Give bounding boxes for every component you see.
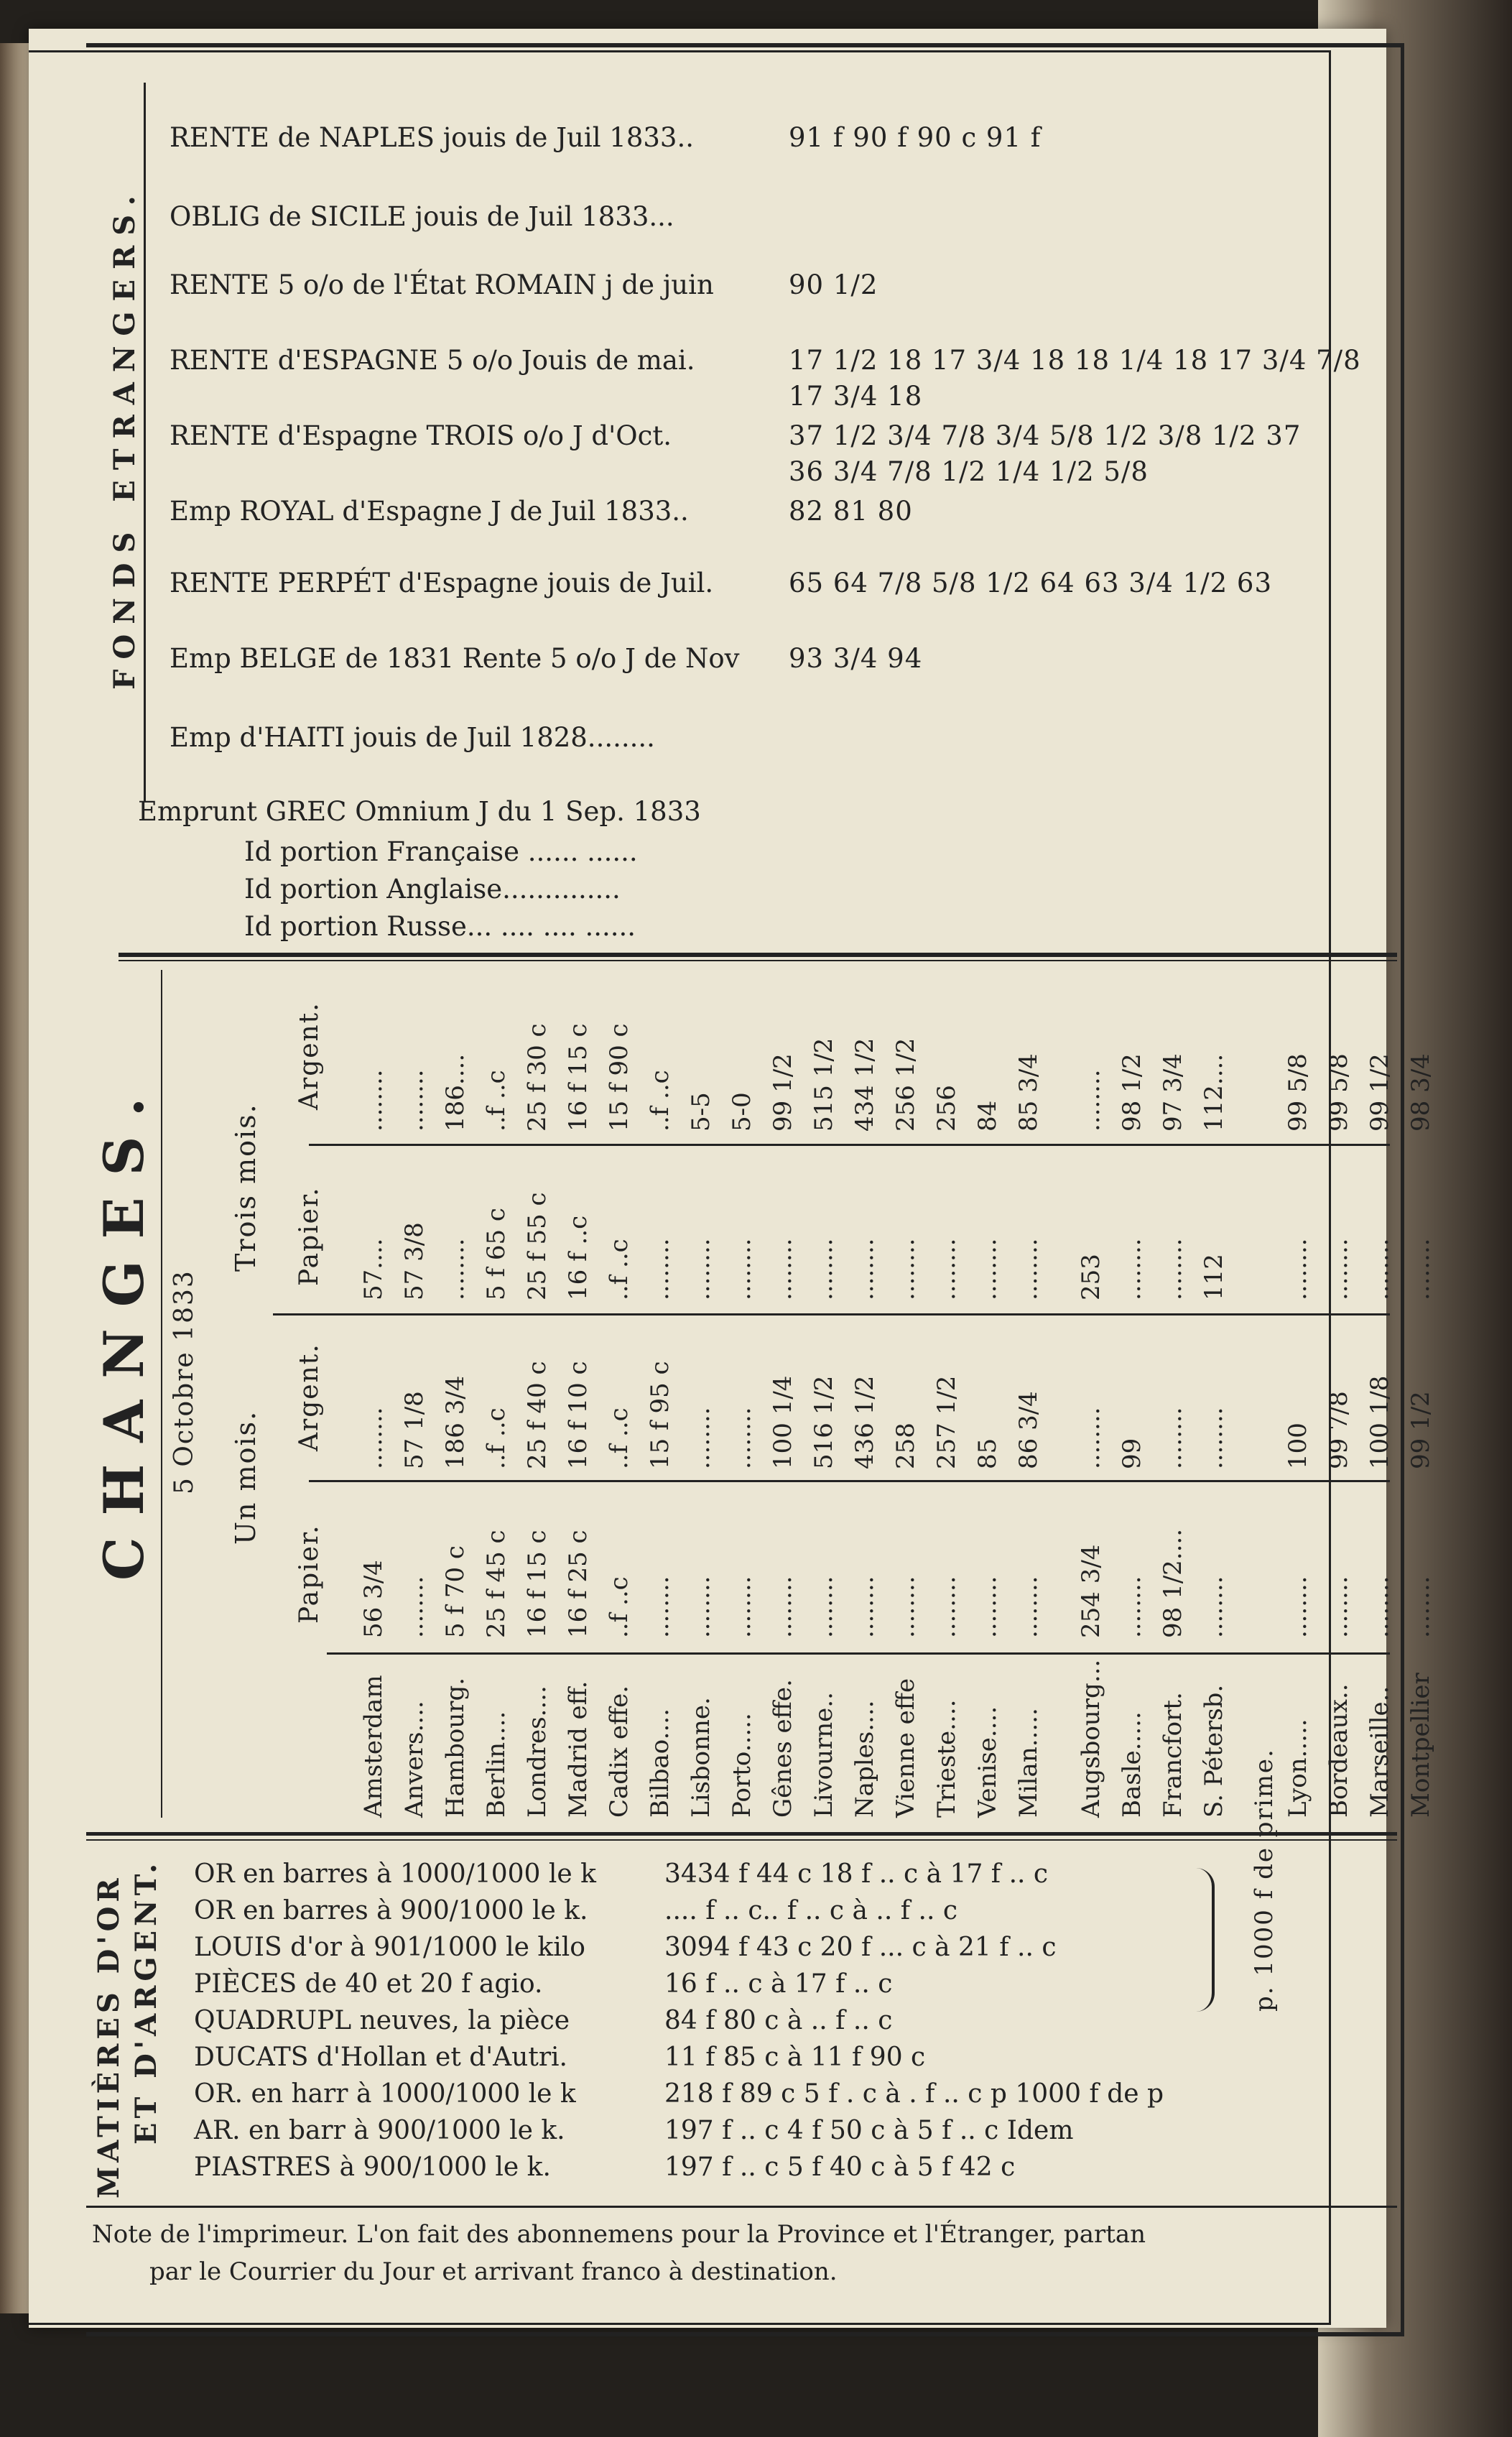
un-papier-cell: ........ <box>810 1576 838 1638</box>
matieres-value: 197 f .. c 5 f 40 c à 5 f 42 c <box>664 2152 1016 2182</box>
city-label: Bordeaux.. <box>1325 1683 1353 1818</box>
trois-argent-cell: ........ <box>359 1069 388 1132</box>
trois-papier-cell: 253 <box>1077 1254 1105 1300</box>
trois-argent-cell: 16 f 15 c <box>564 1023 593 1132</box>
un-papier-cell: 98 1/2.... <box>1159 1528 1187 1638</box>
fonds-value: 82 81 80 <box>789 496 913 527</box>
city-label: Francfort. <box>1159 1692 1187 1818</box>
fonds-value: 93 3/4 94 <box>789 643 923 674</box>
trois-argent-cell: ........ <box>400 1069 429 1132</box>
matieres-label: OR en barres à 900/1000 le k. <box>194 1896 588 1925</box>
un-papier-cell: 5 f 70 c <box>441 1545 470 1638</box>
fonds-value: 17 1/2 18 17 3/4 18 18 1/4 18 17 3/4 7/8 <box>789 345 1361 376</box>
printer-note <box>92 2216 1385 2290</box>
city-label: Venise.... <box>973 1706 1002 1818</box>
matieres-value: 218 f 89 c 5 f . c à . f .. c p 1000 f de p <box>664 2079 1164 2109</box>
un-argent-cell: 99 <box>1118 1438 1146 1469</box>
fonds-value: 36 3/4 7/8 1/2 1/4 1/2 5/8 <box>789 456 1149 487</box>
changes-heading: CHANGES. <box>92 1076 156 1581</box>
trois-papier-cell: ........ <box>441 1238 470 1300</box>
trois-papier-cell: ........ <box>1406 1238 1435 1300</box>
trois-papier-cell: 57.... <box>359 1238 388 1300</box>
un-papier-cell: 254 3/4 <box>1077 1544 1105 1638</box>
fonds-value: 91 f 90 f 90 c 91 f <box>789 122 1042 153</box>
grec-line: Id portion Anglaise.............. <box>244 874 621 905</box>
trois-argent-cell: ..f ..c <box>646 1070 674 1132</box>
un-papier-cell: ........ <box>891 1576 920 1638</box>
brace-note: p. 1000 f de prime. <box>1250 1748 1279 2012</box>
fonds-value: 65 64 7/8 5/8 1/2 64 63 3/4 1/2 63 <box>789 568 1272 598</box>
note-line: par le Courrier du Jour et arrivant franco à destination. <box>149 2257 838 2286</box>
un-argent-cell: 85 <box>973 1438 1002 1469</box>
un-papier-cell: ..f ..c <box>605 1576 634 1638</box>
trois-argent-cell: 112.... <box>1200 1053 1228 1132</box>
fonds-label: OBLIG de SICILE jouis de Juil 1833... <box>170 201 674 232</box>
un-argent-cell: ........ <box>687 1407 715 1469</box>
matieres-label: LOUIS d'or à 901/1000 le kilo <box>194 1933 585 1962</box>
fonds-label: RENTE PERPÉT d'Espagne jouis de Juil. <box>170 568 714 598</box>
divider <box>119 960 1397 961</box>
trois-argent-cell: 5-5 <box>687 1092 715 1132</box>
un-argent-cell: ........ <box>728 1407 756 1469</box>
un-papier-cell: ........ <box>973 1576 1002 1638</box>
matieres-label: PIASTRES à 900/1000 le k. <box>194 2152 551 2182</box>
un-papier-cell: ........ <box>1365 1576 1394 1638</box>
trois-argent-cell: 25 f 30 c <box>523 1023 552 1132</box>
trois-argent-cell: 97 3/4 <box>1159 1053 1187 1132</box>
fonds-label: RENTE d'ESPAGNE 5 o/o Jouis de mai. <box>170 345 695 376</box>
un-argent-cell: ........ <box>1200 1407 1228 1469</box>
matieres-label: DUCATS d'Hollan et d'Autri. <box>194 2043 567 2072</box>
un-papier-cell: ........ <box>932 1576 961 1638</box>
fonds-value: 17 3/4 18 <box>789 381 923 412</box>
city-label: Cadix effe. <box>605 1685 634 1818</box>
city-label: Naples.... <box>850 1700 879 1818</box>
divider <box>119 953 1397 957</box>
city-label: Vienne effe <box>891 1678 920 1818</box>
city-label: Bilbao.... <box>646 1708 674 1818</box>
un-argent-cell: 516 1/2 <box>810 1375 838 1469</box>
matieres-label: QUADRUPL neuves, la pièce <box>194 2006 570 2035</box>
fonds-label: RENTE de NAPLES jouis de Juil 1833.. <box>170 122 694 153</box>
trois-mois-label: Trois mois. <box>230 1103 261 1272</box>
trois-papier-cell: ........ <box>769 1238 797 1300</box>
un-argent-cell: 258 <box>891 1423 920 1469</box>
grec-line: Id portion Française ...... ...... <box>244 836 638 867</box>
un-argent-cell: ..f ..c <box>482 1407 511 1469</box>
trois-argent-cell: 186.... <box>441 1053 470 1132</box>
argent-label: Argent. <box>294 1343 324 1451</box>
trois-argent-cell: 85 3/4 <box>1014 1053 1043 1132</box>
trois-papier-cell: ........ <box>1365 1238 1394 1300</box>
trois-argent-cell: ..f ..c <box>482 1070 511 1132</box>
matieres-value: 16 f .. c à 17 f .. c <box>664 1969 893 1999</box>
trois-papier-cell: 57 3/8 <box>400 1222 429 1300</box>
divider <box>86 2206 1397 2208</box>
trois-argent-cell: 98 1/2 <box>1118 1053 1146 1132</box>
un-papier-cell: ........ <box>687 1576 715 1638</box>
trois-papier-cell: ........ <box>687 1238 715 1300</box>
city-label: Londres.... <box>523 1685 552 1818</box>
city-label: Gênes effe. <box>769 1679 797 1818</box>
matieres-heading: ET D'ARGENT. <box>129 1859 163 2145</box>
trois-argent-cell: 256 1/2 <box>891 1037 920 1132</box>
un-argent-cell: 100 1/4 <box>769 1375 797 1469</box>
trois-argent-cell: 84 <box>973 1100 1002 1132</box>
city-label: Livourne.. <box>810 1692 838 1818</box>
un-papier-cell: ........ <box>1406 1576 1435 1638</box>
un-argent-cell: 25 f 40 c <box>523 1361 552 1469</box>
city-label: Lyon..... <box>1284 1719 1312 1818</box>
un-papier-cell: ........ <box>769 1576 797 1638</box>
fonds-heading: FONDS ETRANGERS. <box>108 185 142 690</box>
trois-argent-cell: 5-0 <box>728 1092 756 1132</box>
brace <box>1196 1868 1215 2012</box>
un-papier-cell: ........ <box>646 1576 674 1638</box>
trois-argent-cell: 99 5/8 <box>1325 1053 1353 1132</box>
divider <box>327 1652 1390 1655</box>
trois-papier-cell: 25 f 55 c <box>523 1192 552 1300</box>
un-argent-cell: 257 1/2 <box>932 1375 961 1469</box>
un-argent-cell: 100 <box>1284 1423 1312 1469</box>
city-label: S. Pétersb. <box>1200 1684 1228 1818</box>
matieres-value: 84 f 80 c à .. f .. c <box>664 2006 893 2035</box>
un-argent-cell: ........ <box>1077 1407 1105 1469</box>
divider <box>86 1839 1397 1841</box>
trois-papier-cell: ........ <box>1325 1238 1353 1300</box>
matieres-label: PIÈCES de 40 et 20 f agio. <box>194 1969 543 1999</box>
city-label: Madrid eff. <box>564 1680 593 1818</box>
trois-papier-cell: ........ <box>932 1238 961 1300</box>
fonds-label: RENTE 5 o/o de l'État ROMAIN j de juin <box>170 269 714 300</box>
trois-papier-cell: ........ <box>1159 1238 1187 1300</box>
divider <box>309 1480 1390 1482</box>
un-argent-cell: 99 1/2 <box>1406 1391 1435 1469</box>
fonds-label: RENTE d'Espagne TROIS o/o J d'Oct. <box>170 420 672 451</box>
city-label: Augsbourg... <box>1077 1659 1105 1818</box>
matieres-value: 3434 f 44 c 18 f .. c à 17 f .. c <box>664 1859 1049 1889</box>
matieres-label: OR en barres à 1000/1000 le k <box>194 1859 596 1889</box>
un-papier-cell: ........ <box>850 1576 879 1638</box>
un-argent-cell: 186 3/4 <box>441 1375 470 1469</box>
un-argent-cell: ........ <box>1159 1407 1187 1469</box>
un-argent-cell: ..f ..c <box>605 1407 634 1469</box>
matieres-label: AR. en barr à 900/1000 le k. <box>194 2116 565 2145</box>
un-papier-cell: ........ <box>728 1576 756 1638</box>
trois-papier-cell: 5 f 65 c <box>482 1208 511 1300</box>
trois-papier-cell: 16 f ..c <box>564 1215 593 1300</box>
trois-argent-cell: 515 1/2 <box>810 1037 838 1132</box>
matieres-heading: MATIÈRES D'OR <box>92 1874 126 2198</box>
un-argent-cell: 15 f 95 c <box>646 1361 674 1469</box>
papier-label: Papier. <box>294 1524 324 1624</box>
fonds-label: Emp ROYAL d'Espagne J de Juil 1833.. <box>170 496 689 527</box>
city-label: Hambourg. <box>441 1677 470 1818</box>
grec-line: Id portion Russe... .... .... ...... <box>244 911 636 942</box>
un-argent-cell: 16 f 10 c <box>564 1361 593 1469</box>
trois-papier-cell: ........ <box>850 1238 879 1300</box>
city-label: Anvers.... <box>400 1701 429 1818</box>
trois-papier-cell: ........ <box>810 1238 838 1300</box>
un-argent-cell: 100 1/8 <box>1365 1375 1394 1469</box>
city-label: Lisbonne. <box>687 1697 715 1818</box>
argent-label: Argent. <box>294 1002 324 1110</box>
city-label: Marseille.. <box>1365 1685 1394 1818</box>
trois-papier-cell: ........ <box>1284 1238 1312 1300</box>
trois-argent-cell: 15 f 90 c <box>605 1023 634 1132</box>
matieres-label: OR. en harr à 1000/1000 le k <box>194 2079 576 2109</box>
un-argent-cell: ........ <box>359 1407 388 1469</box>
trois-papier-cell: ........ <box>646 1238 674 1300</box>
fonds-value: 37 1/2 3/4 7/8 3/4 5/8 1/2 3/8 1/2 37 <box>789 420 1302 451</box>
divider <box>86 1832 1397 1836</box>
matieres-value: .... f .. c.. f .. c à .. f .. c <box>664 1896 958 1925</box>
un-argent-cell: 57 1/8 <box>400 1391 429 1469</box>
un-mois-label: Un mois. <box>230 1410 261 1545</box>
changes-date: 5 Octobre 1833 <box>170 1270 199 1494</box>
un-papier-cell: 25 f 45 c <box>482 1530 511 1638</box>
trois-argent-cell: 434 1/2 <box>850 1037 879 1132</box>
un-papier-cell: 16 f 15 c <box>523 1530 552 1638</box>
un-papier-cell: 56 3/4 <box>359 1560 388 1638</box>
un-papier-cell: ........ <box>1325 1576 1353 1638</box>
trois-argent-cell: 99 1/2 <box>769 1053 797 1132</box>
trois-argent-cell: 99 5/8 <box>1284 1053 1312 1132</box>
fonds-value: 90 1/2 <box>789 269 878 300</box>
city-label: Berlin.... <box>482 1711 511 1818</box>
trois-argent-cell: 98 3/4 <box>1406 1053 1435 1132</box>
un-argent-cell: 86 3/4 <box>1014 1391 1043 1469</box>
trois-papier-cell: ........ <box>973 1238 1002 1300</box>
divider <box>273 1313 1390 1315</box>
un-papier-cell: ........ <box>1118 1576 1146 1638</box>
trois-papier-cell: 112 <box>1200 1254 1228 1300</box>
un-argent-cell: 99 7/8 <box>1325 1391 1353 1469</box>
city-label: Basle..... <box>1118 1711 1146 1818</box>
trois-argent-cell: 99 1/2 <box>1365 1053 1394 1132</box>
trois-papier-cell: ........ <box>891 1238 920 1300</box>
note-line: Note de l'imprimeur. L'on fait des abonnemens pour la Province et l'Étranger, partan <box>92 2220 1146 2249</box>
trois-papier-cell: ........ <box>1118 1238 1146 1300</box>
changes-rule <box>161 970 162 1818</box>
un-papier-cell: 16 f 25 c <box>564 1530 593 1638</box>
trois-papier-cell: ........ <box>1014 1238 1043 1300</box>
trois-papier-cell: ........ <box>728 1238 756 1300</box>
un-papier-cell: ........ <box>1284 1576 1312 1638</box>
city-label: Trieste.... <box>932 1699 961 1818</box>
un-papier-cell: ........ <box>1014 1576 1043 1638</box>
un-papier-cell: ........ <box>400 1576 429 1638</box>
city-label: Porto..... <box>728 1713 756 1818</box>
trois-argent-cell: 256 <box>932 1085 961 1132</box>
trois-papier-cell: ..f ..c <box>605 1239 634 1300</box>
matieres-value: 197 f .. c 4 f 50 c à 5 f .. c Idem <box>664 2116 1074 2145</box>
city-label: Milan..... <box>1014 1708 1043 1818</box>
fonds-rule <box>144 83 146 801</box>
city-label: Amsterdam <box>359 1675 388 1818</box>
grec-title: Emprunt GREC Omnium J du 1 Sep. 1833 <box>138 796 701 827</box>
fonds-label: Emp d'HAITI jouis de Juil 1828........ <box>170 722 655 753</box>
un-papier-cell: ........ <box>1200 1576 1228 1638</box>
fonds-label: Emp BELGE de 1831 Rente 5 o/o J de Nov <box>170 643 740 674</box>
city-label: Montpellier <box>1406 1673 1435 1818</box>
trois-argent-cell: ........ <box>1077 1069 1105 1132</box>
matieres-value: 11 f 85 c à 11 f 90 c <box>664 2043 926 2072</box>
papier-label: Papier. <box>294 1186 324 1286</box>
divider <box>309 1144 1390 1146</box>
un-argent-cell: 436 1/2 <box>850 1375 879 1469</box>
matieres-value: 3094 f 43 c 20 f ... c à 21 f .. c <box>664 1933 1057 1962</box>
